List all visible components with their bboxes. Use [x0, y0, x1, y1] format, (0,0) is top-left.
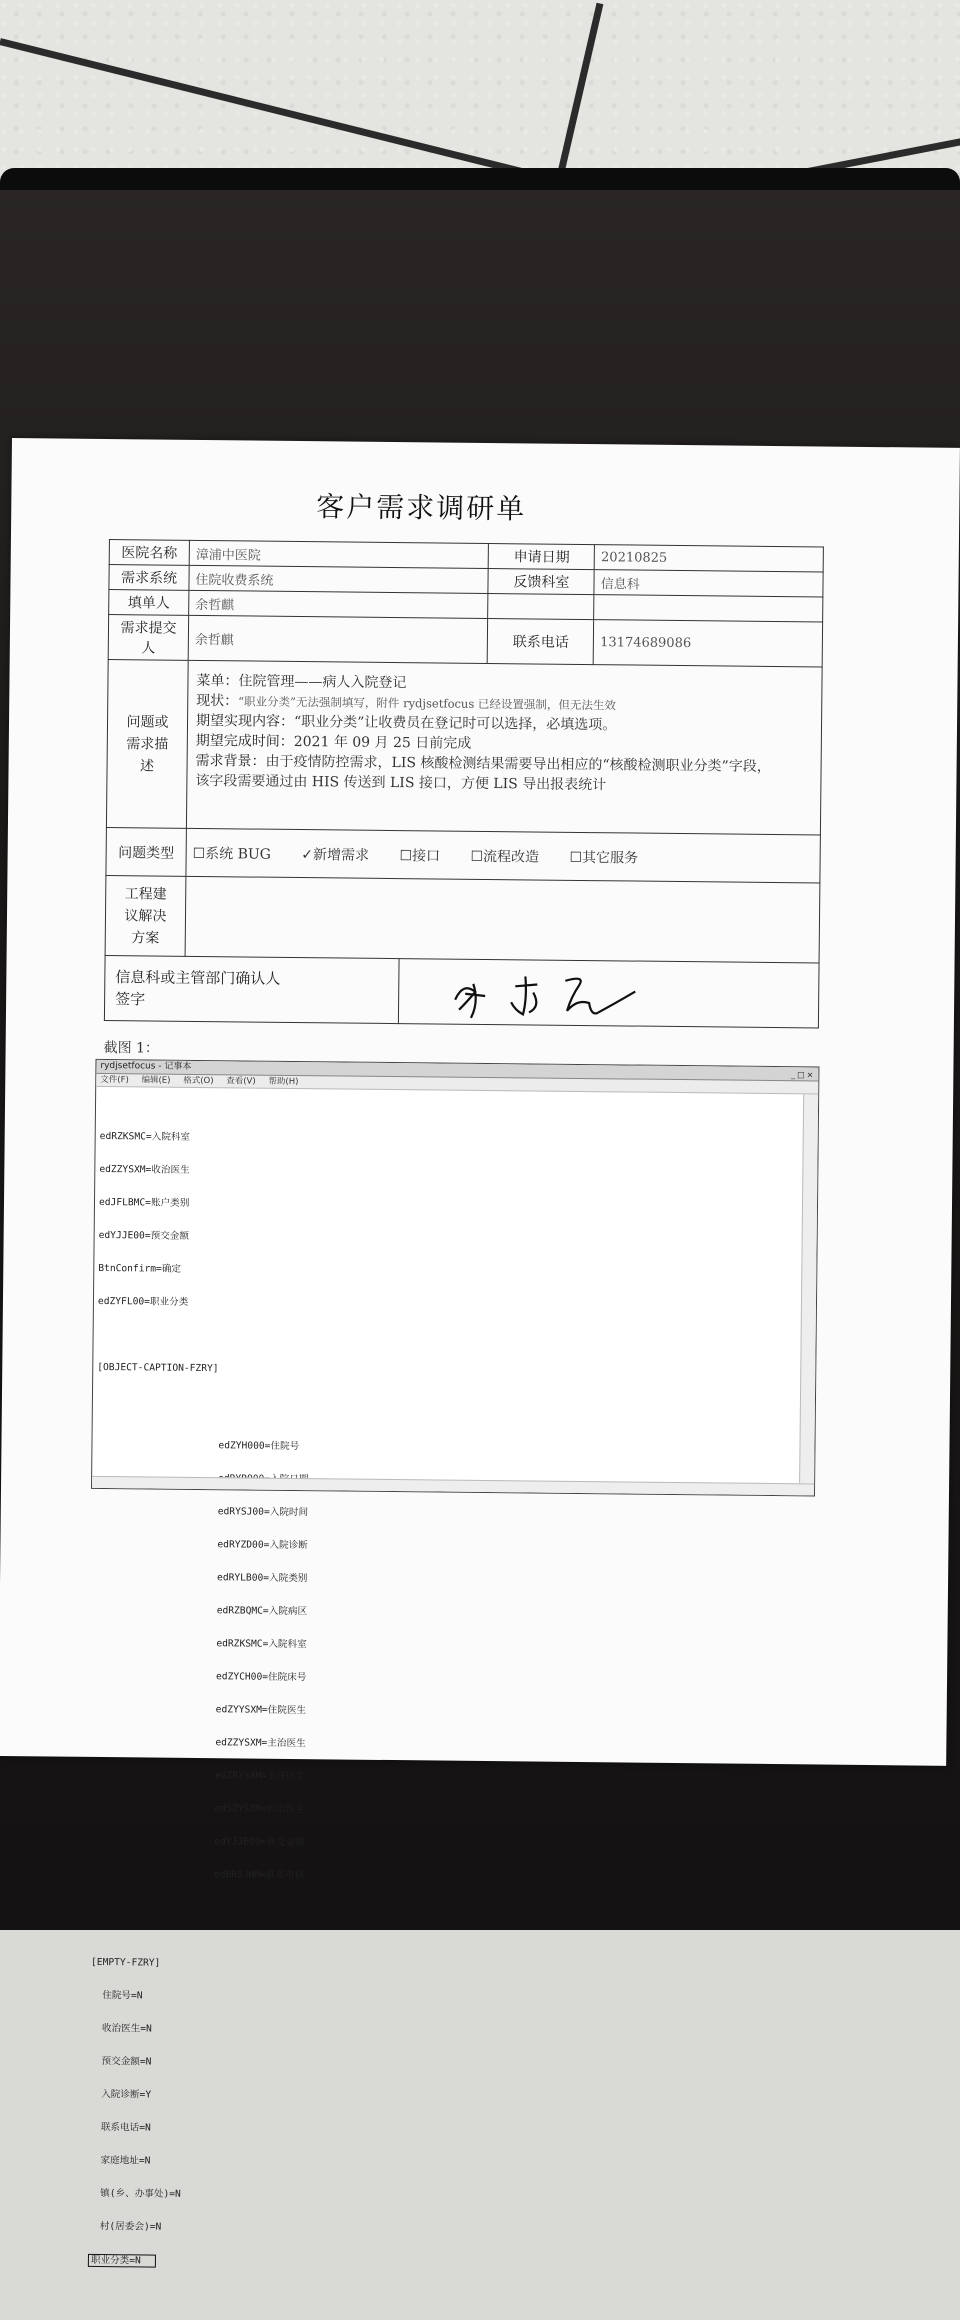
- menu-key: 菜单：: [196, 672, 239, 689]
- submitter-label: 需求提交人: [108, 615, 188, 661]
- menu-format: 格式(O): [183, 1075, 214, 1087]
- text-line: edRYSJ00=入院时间: [217, 1506, 309, 1519]
- text-line: edYJJE00=预交金额: [98, 1229, 190, 1242]
- menu-help: 帮助(H): [268, 1076, 299, 1088]
- text-line: edRZBQMC=入院病区: [216, 1605, 308, 1618]
- phone-value: 13174689086: [593, 620, 822, 667]
- option-new-requirement: ✓新增需求: [301, 846, 370, 864]
- text-line: 入院诊断=Y: [89, 2088, 152, 2101]
- deadline-key: 期望完成时间：: [195, 732, 294, 750]
- text-line: 家庭地址=N: [88, 2154, 151, 2167]
- text-line: BtnConfirm=确定: [98, 1262, 182, 1275]
- background-key: 需求背景：: [195, 752, 266, 770]
- text-line: edZYCH00=住院床号: [215, 1671, 307, 1684]
- phone-label: 联系电话: [488, 618, 594, 664]
- vertical-scrollbar: [799, 1094, 818, 1483]
- background-value-1: 由于疫情防控需求，LIS 核酸检测结果需要导出相应的“核酸检测职业分类”字段，: [265, 753, 771, 775]
- apply-date-value: 20210825: [594, 545, 823, 572]
- paper-sheet: [0, 438, 960, 2267]
- text-line: edRYZD00=入院诊断: [217, 1539, 308, 1552]
- option-process: ☐流程改造: [470, 848, 540, 866]
- document-title: 客户需求调研单: [316, 490, 527, 526]
- text-line: edZYYSXM=住院医生: [215, 1704, 307, 1717]
- submitter-value: 余哲麒: [188, 615, 488, 663]
- text-line: 联系电话=N: [89, 2121, 151, 2134]
- option-interface: ☐接口: [399, 847, 441, 865]
- screenshot-caption: 截图 1：: [103, 1039, 160, 1057]
- text-block-bottom: [88, 1935, 794, 2296]
- handwritten-signature: [445, 962, 666, 1024]
- signature-cell: [398, 959, 819, 1028]
- text-line: 村(居委会)=N: [88, 2220, 162, 2233]
- text-line: edZZYSXM=收治医生: [99, 1163, 190, 1176]
- status-key: 现状：: [196, 692, 239, 709]
- menu-file: 文件(F): [100, 1074, 129, 1086]
- filler-label: 填单人: [109, 590, 189, 616]
- text-line: edZYH000=住院号: [218, 1440, 300, 1453]
- option-other: ☐其它服务: [569, 849, 639, 867]
- text-line: edZRYSXM=主任医生: [214, 1770, 306, 1783]
- confirm-label-text: 信息科或主管部门确认人签字: [115, 968, 281, 1009]
- text-line: edJFLBMC=账户类别: [98, 1196, 190, 1209]
- system-label: 需求系统: [109, 565, 189, 591]
- text-line: [EMPTY-FZRY]: [90, 1956, 161, 1969]
- problem-type-label: 问题类型: [106, 828, 186, 877]
- text-line: edRZKSMC=入院科室: [99, 1130, 191, 1143]
- notepad-title: rydjsetfocus - 记事本: [100, 1060, 192, 1072]
- text-line: edBRSJHM=联系电话: [213, 1869, 305, 1882]
- text-line: edZZYSXM=主治医生: [215, 1737, 306, 1750]
- text-line: 镇(乡、办事处)=N: [88, 2187, 181, 2200]
- notepad-text: [88, 1087, 802, 2267]
- description-content: [186, 660, 822, 835]
- text-line: [98, 1329, 800, 1347]
- text-block-top: [97, 1109, 802, 1402]
- text-line: edRZKSMC=入院科室: [216, 1638, 307, 1651]
- signature-area: [405, 961, 813, 1025]
- window-controls-icon: _□×: [791, 1070, 816, 1080]
- menu-value: 住院管理——病人入院登记: [238, 672, 407, 691]
- problem-type-options: [186, 828, 821, 883]
- highlighted-line: [88, 2254, 790, 2274]
- text-line: 预交金额=N: [89, 2055, 152, 2068]
- text-line: edRYLB00=入院类别: [217, 1572, 308, 1585]
- filler-value: 余哲麒: [189, 590, 489, 618]
- status-value: “职业分类”无法强制填写，附件 rydjsetfocus 已经设置强制，但无法生效: [238, 693, 617, 712]
- confirm-label: [104, 956, 398, 1024]
- text-line: [OBJECT-CAPTION-FZRY]: [97, 1361, 219, 1375]
- expect-key: 期望实现内容：: [195, 712, 295, 730]
- expect-value: “职业分类”让收费员在登记时可以选择，必填选项。: [293, 713, 617, 733]
- deadline-value: 2021 年 09 月 25 日前完成: [293, 733, 472, 752]
- menu-edit: 编辑(E): [141, 1075, 171, 1086]
- dept-value: 信息科: [594, 570, 823, 597]
- text-line: edSZYSXM=收治医生: [214, 1803, 306, 1816]
- request-form-table: [104, 539, 824, 1028]
- engineering-label: 工程建议解决方案: [105, 876, 186, 957]
- text-line: edZYFL00=职业分类: [97, 1295, 189, 1308]
- highlight-box: 职业分类=N: [88, 2254, 156, 2268]
- hospital-label: 医院名称: [109, 540, 189, 566]
- apply-date-label: 申请日期: [489, 543, 595, 569]
- system-value: 住院收费系统: [189, 565, 489, 593]
- description-label: 问题或需求描述: [106, 660, 188, 829]
- menu-view: 查看(V): [226, 1076, 256, 1087]
- text-line: 收治医生=N: [90, 2022, 152, 2035]
- folder-edge: [0, 168, 960, 190]
- hospital-value: 漳浦中医院: [189, 540, 489, 568]
- dept-label: 反馈科室: [488, 568, 594, 594]
- engineering-value: [185, 876, 820, 963]
- text-line: 住院号=N: [90, 1989, 143, 2002]
- option-system-bug: ☐系统 BUG: [192, 845, 271, 863]
- text-line: edYJJE00=预交金额: [214, 1836, 305, 1849]
- empty-cell: [594, 595, 823, 622]
- notepad-screenshot: [88, 1059, 819, 2267]
- empty-cell: [488, 593, 594, 619]
- background-value-2: 该字段需要通过由 HIS 传送到 LIS 接口，方便 LIS 导出报表统计: [195, 772, 607, 793]
